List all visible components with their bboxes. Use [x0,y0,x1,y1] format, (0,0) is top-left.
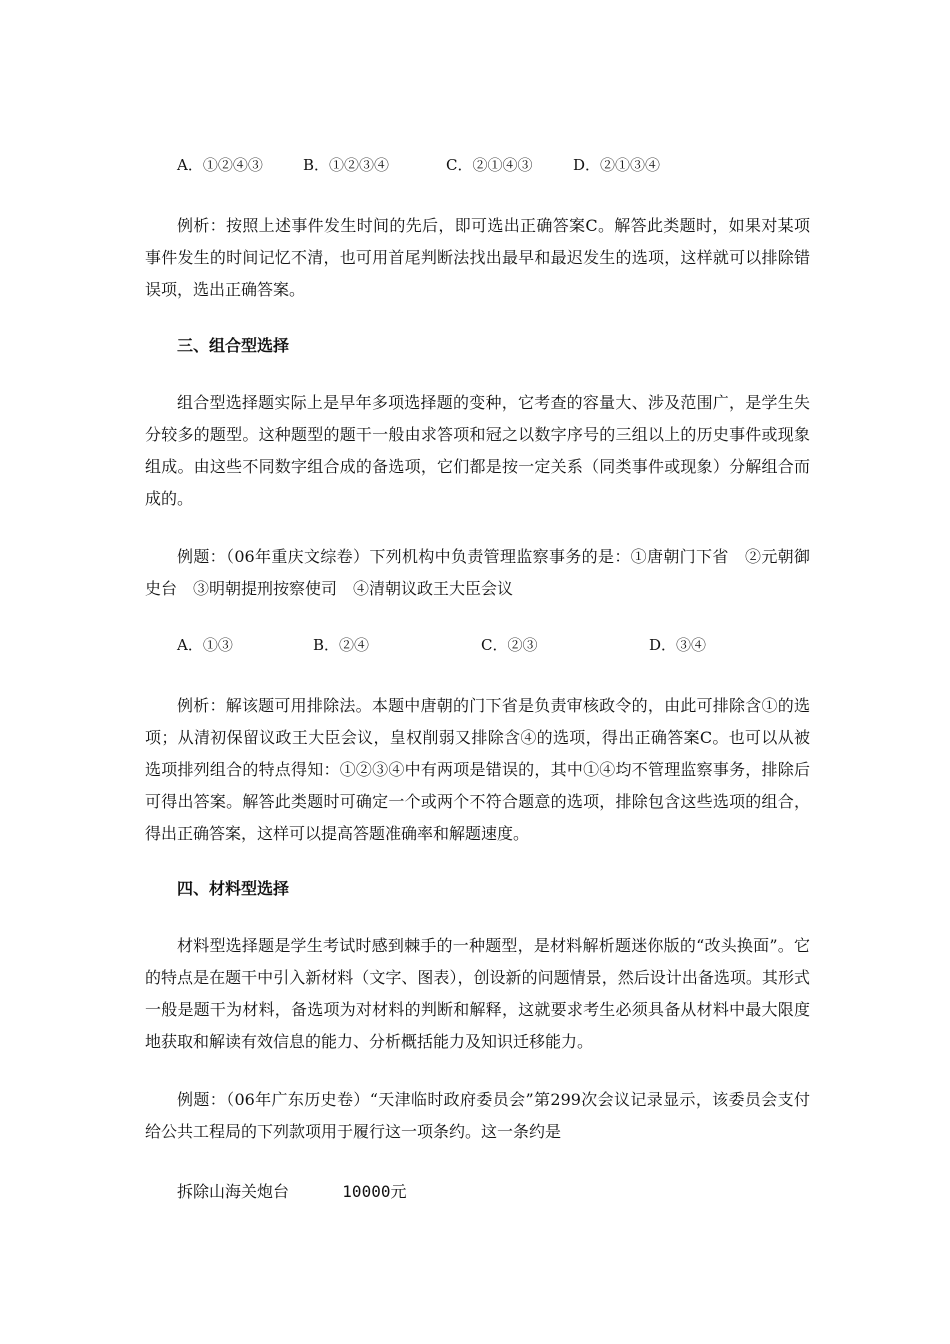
option-a: A．①②④③ [177,156,263,174]
option-b: B．②④ [313,636,370,654]
analysis-paragraph: 例析：按照上述事件发生时间的先后，即可选出正确答案C。解答此类题时，如果对某项事件发生的时间记忆不清，也可用首尾判断法找出最早和最迟发生的选项，这样就可以排除错误项，选出正确答案。 [145,216,810,299]
section-heading: 三、组合型选择 [177,336,290,355]
option-d: D．③④ [649,636,707,654]
payment-item [177,1176,406,1207]
example-paragraph: 例题：（06年广东历史卷）“天津临时政府委员会”第299次会议记录显示，该委员会支付给公共工程局的下列款项用于履行这一项条约。这一条约是 [145,1090,810,1141]
payment-amount: 10000元 [342,1182,407,1201]
option-b: B．①②③④ [303,156,390,174]
option-c: C．②①④③ [446,156,533,174]
option-d: D．②①③④ [573,156,661,174]
section-heading: 四、材料型选择 [177,879,290,898]
body-paragraph: 组合型选择题实际上是早年多项选择题的变种，它考查的容量大、涉及范围广，是学生失分较多的题型。这种题型的题干一般由求答项和冠之以数字序号的三组以上的历史事件或现象组成。由这些不同数字组合成的备选项，它们都是按一定关系（同类事件或现象）分解组合而成的。 [145,393,810,508]
option-a: A．①③ [177,636,233,654]
analysis-paragraph: 例析：解该题可用排除法。本题中唐朝的门下省是负责审核政令的，由此可排除含①的选项；从清初保留议政王大臣会议，皇权削弱又排除含④的选项，得出正确答案C。也可以从被选项排列组合的特点得知：①②③④中有两项是错误的，其中①④均不管理监察事务，排除后可得出答案。解答此类题时可确定一个或两个不符合题意的选项，排除包含这些选项的组合，得出正确答案，这样可以提高答题准确率和解题速度。 [145,696,810,843]
payment-item-label: 拆除山海关炮台 [177,1182,290,1201]
option-c: C．②③ [481,636,538,654]
body-paragraph: 材料型选择题是学生考试时感到棘手的一种题型，是材料解析题迷你版的“改头换面”。它的特点是在题干中引入新材料（文字、图表），创设新的问题情景，然后设计出备选项。其形式一般是题干为材料，备选项为对材料的判断和解释，这就要求考生必须具备从材料中最大限度地获取和解读有效信息的能力、分析概括能力及知识迁移能力。 [145,936,810,1051]
example-paragraph: 例题：（06年重庆文综卷）下列机构中负责管理监察事务的是：①唐朝门下省 ②元朝御史台 ③明朝提刑按察使司 ④清朝议政王大臣会议 [145,547,810,598]
